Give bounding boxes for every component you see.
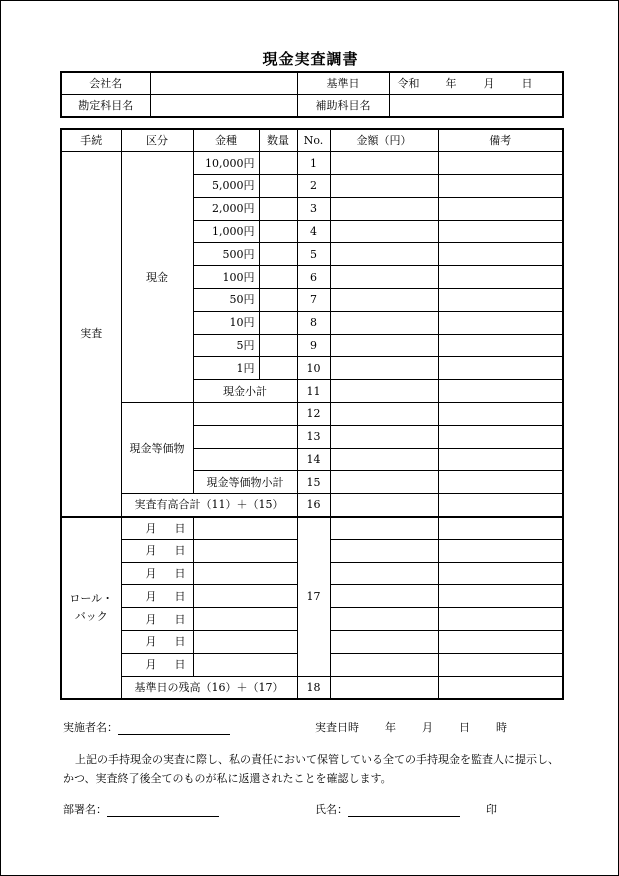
- remarks-cell[interactable]: [438, 676, 563, 699]
- amount-cell[interactable]: [330, 425, 438, 448]
- day-unit: 日: [174, 612, 186, 626]
- inspection-datetime-label: 実査日時: [315, 721, 359, 734]
- remarks-cell[interactable]: [438, 380, 563, 403]
- row-number: 2: [297, 175, 330, 198]
- row-number: 4: [297, 220, 330, 243]
- quantity-cell[interactable]: [259, 311, 297, 334]
- amount-cell[interactable]: [330, 334, 438, 357]
- inspector-label: 実施者名：: [63, 721, 118, 734]
- remarks-cell[interactable]: [438, 517, 563, 540]
- row-number: 1: [297, 152, 330, 175]
- era-label: 令和: [397, 77, 420, 90]
- remarks-cell[interactable]: [438, 175, 563, 198]
- document-title: 現金実査調書: [262, 50, 359, 68]
- amount-cell[interactable]: [330, 539, 438, 562]
- day-unit: 日: [174, 544, 186, 558]
- amount-cell[interactable]: [330, 289, 438, 312]
- signature-row: [315, 801, 497, 817]
- rollback-date-cell[interactable]: [121, 517, 193, 540]
- remarks-cell[interactable]: [438, 448, 563, 471]
- quantity-cell[interactable]: [259, 289, 297, 312]
- denomination-cell: 5,000円: [193, 175, 259, 198]
- rollback-item-cell[interactable]: [193, 517, 297, 540]
- account-field[interactable]: [150, 95, 297, 118]
- company-label: 会社名: [61, 72, 150, 95]
- amount-cell[interactable]: [330, 631, 438, 654]
- remarks-cell[interactable]: [438, 334, 563, 357]
- quantity-cell[interactable]: [259, 243, 297, 266]
- col-denomination: 金種: [193, 129, 259, 152]
- rollback-date-cell[interactable]: [121, 608, 193, 631]
- table-row: [61, 517, 563, 540]
- remarks-cell[interactable]: [438, 608, 563, 631]
- name-field[interactable]: [348, 804, 460, 817]
- row-number: 15: [297, 471, 330, 494]
- col-quantity: 数量: [259, 129, 297, 152]
- amount-cell[interactable]: [330, 608, 438, 631]
- equivalent-item-cell[interactable]: [193, 448, 297, 471]
- amount-cell[interactable]: [330, 517, 438, 540]
- rollback-item-cell[interactable]: [193, 631, 297, 654]
- table-row: [61, 676, 563, 699]
- department-row: [63, 801, 219, 817]
- account-label: 勘定科目名: [61, 95, 150, 118]
- cash-subtotal-label: 現金小計: [193, 380, 297, 403]
- rollback-item-cell[interactable]: [193, 608, 297, 631]
- amount-cell[interactable]: [330, 562, 438, 585]
- remarks-cell[interactable]: [438, 220, 563, 243]
- amount-cell[interactable]: [330, 243, 438, 266]
- remarks-cell[interactable]: [438, 403, 563, 426]
- amount-cell[interactable]: [330, 311, 438, 334]
- rollback-date-cell[interactable]: [121, 539, 193, 562]
- amount-cell[interactable]: [330, 494, 438, 517]
- year-unit: 年: [385, 721, 396, 734]
- inspector-row: [63, 719, 230, 735]
- rollback-item-cell[interactable]: [193, 653, 297, 676]
- quantity-cell[interactable]: [259, 152, 297, 175]
- day-unit: 日: [174, 521, 186, 535]
- amount-cell[interactable]: [330, 175, 438, 198]
- row-number: 12: [297, 403, 330, 426]
- col-amount: 金額（円）: [330, 129, 438, 152]
- col-category: 区分: [121, 129, 193, 152]
- remarks-cell[interactable]: [438, 562, 563, 585]
- amount-cell[interactable]: [330, 380, 438, 403]
- denomination-cell: 500円: [193, 243, 259, 266]
- header-table: [60, 71, 564, 118]
- remarks-cell[interactable]: [438, 653, 563, 676]
- amount-cell[interactable]: [330, 653, 438, 676]
- amount-cell[interactable]: [330, 585, 438, 608]
- seal-label: 印: [486, 803, 497, 816]
- denomination-cell: 10円: [193, 311, 259, 334]
- amount-cell[interactable]: [330, 152, 438, 175]
- month-unit: 月: [145, 567, 157, 581]
- amount-cell[interactable]: [330, 266, 438, 289]
- row-number: 10: [297, 357, 330, 380]
- equiv-subtotal-label: 現金等価物小計: [193, 471, 297, 494]
- row-number: 9: [297, 334, 330, 357]
- inspection-total-label: 実査有高合計（11）＋（15）: [121, 494, 297, 517]
- quantity-cell[interactable]: [259, 334, 297, 357]
- base-date-field[interactable]: [389, 72, 563, 95]
- row-number: 5: [297, 243, 330, 266]
- day-unit: 日: [459, 721, 470, 734]
- department-label: 部署名：: [63, 803, 107, 816]
- rollback-date-cell[interactable]: [121, 631, 193, 654]
- row-number: 17: [297, 517, 330, 677]
- rollback-date-cell[interactable]: [121, 562, 193, 585]
- name-label: 氏名：: [315, 803, 348, 816]
- month-unit: 月: [145, 635, 157, 649]
- col-procedure: 手続: [61, 129, 121, 152]
- remarks-cell[interactable]: [438, 357, 563, 380]
- amount-cell[interactable]: [330, 403, 438, 426]
- remarks-cell[interactable]: [438, 197, 563, 220]
- table-row: [61, 494, 563, 517]
- row-number: 18: [297, 676, 330, 699]
- remarks-cell[interactable]: [438, 152, 563, 175]
- denomination-cell: 100円: [193, 266, 259, 289]
- rollback-item-cell[interactable]: [193, 585, 297, 608]
- month-unit: 月: [422, 721, 433, 734]
- section-rollback: [61, 517, 121, 699]
- rollback-item-cell[interactable]: [193, 539, 297, 562]
- row-number: 7: [297, 289, 330, 312]
- month-unit: 月: [145, 589, 157, 603]
- section-cash: 現金: [121, 152, 193, 403]
- quantity-cell[interactable]: [259, 266, 297, 289]
- rollback-date-cell[interactable]: [121, 653, 193, 676]
- year-unit: 年: [445, 77, 457, 90]
- day-unit: 日: [174, 567, 186, 581]
- quantity-cell[interactable]: [259, 357, 297, 380]
- table-row: [61, 152, 563, 175]
- equivalent-item-cell[interactable]: [193, 425, 297, 448]
- quantity-cell[interactable]: [259, 197, 297, 220]
- amount-cell[interactable]: [330, 448, 438, 471]
- day-unit: 日: [174, 635, 186, 649]
- denomination-cell: 10,000円: [193, 152, 259, 175]
- denomination-cell: 5円: [193, 334, 259, 357]
- amount-cell[interactable]: [330, 197, 438, 220]
- remarks-cell[interactable]: [438, 289, 563, 312]
- hour-unit: 時: [496, 721, 507, 734]
- quantity-cell[interactable]: [259, 220, 297, 243]
- section-inspection: 実査: [61, 152, 121, 517]
- cash-count-table: [60, 128, 564, 700]
- rollback-item-cell[interactable]: [193, 562, 297, 585]
- denomination-cell: 1円: [193, 357, 259, 380]
- remarks-cell[interactable]: [438, 311, 563, 334]
- denomination-cell: 50円: [193, 289, 259, 312]
- month-unit: 月: [145, 521, 157, 535]
- day-unit: 日: [174, 589, 186, 603]
- company-field[interactable]: [150, 72, 297, 95]
- row-number: 8: [297, 311, 330, 334]
- month-unit: 月: [483, 77, 495, 90]
- department-field[interactable]: [107, 804, 219, 817]
- rollback-date-cell[interactable]: [121, 585, 193, 608]
- base-date-label: 基準日: [297, 72, 389, 95]
- month-unit: 月: [145, 544, 157, 558]
- quantity-cell[interactable]: [259, 175, 297, 198]
- day-unit: 日: [174, 658, 186, 672]
- equivalent-item-cell[interactable]: [193, 403, 297, 426]
- remarks-cell[interactable]: [438, 243, 563, 266]
- sub-account-field[interactable]: [389, 95, 563, 118]
- remarks-cell[interactable]: [438, 539, 563, 562]
- confirmation-statement: 上記の手持現金の実査に際し、私の責任において保管している全ての手持現金を監査人に提示し、かつ、実査終了後全てのものが私に返還されたことを確認します。: [63, 753, 559, 785]
- remarks-cell[interactable]: [438, 585, 563, 608]
- amount-cell[interactable]: [330, 220, 438, 243]
- amount-cell[interactable]: [330, 676, 438, 699]
- row-number: 3: [297, 197, 330, 220]
- remarks-cell[interactable]: [438, 631, 563, 654]
- inspection-datetime-row: [315, 719, 507, 735]
- row-number: 11: [297, 380, 330, 403]
- amount-cell[interactable]: [330, 471, 438, 494]
- denomination-cell: 1,000円: [193, 220, 259, 243]
- inspector-field[interactable]: [118, 722, 230, 735]
- row-number: 14: [297, 448, 330, 471]
- denomination-cell: 2,000円: [193, 197, 259, 220]
- month-unit: 月: [145, 612, 157, 626]
- closing-balance-label: 基準日の残高（16）＋（17）: [121, 676, 297, 699]
- remarks-cell[interactable]: [438, 471, 563, 494]
- amount-cell[interactable]: [330, 357, 438, 380]
- rollback-label: ロール・バック: [69, 591, 114, 623]
- sub-account-label: 補助科目名: [297, 95, 389, 118]
- remarks-cell[interactable]: [438, 494, 563, 517]
- remarks-cell[interactable]: [438, 425, 563, 448]
- remarks-cell[interactable]: [438, 266, 563, 289]
- section-cash-equivalents: 現金等価物: [121, 403, 193, 494]
- month-unit: 月: [145, 658, 157, 672]
- col-remarks: 備考: [438, 129, 563, 152]
- row-number: 6: [297, 266, 330, 289]
- col-no: No.: [297, 129, 330, 152]
- row-number: 16: [297, 494, 330, 517]
- row-number: 13: [297, 425, 330, 448]
- table-row: [61, 403, 563, 426]
- day-unit: 日: [521, 77, 533, 90]
